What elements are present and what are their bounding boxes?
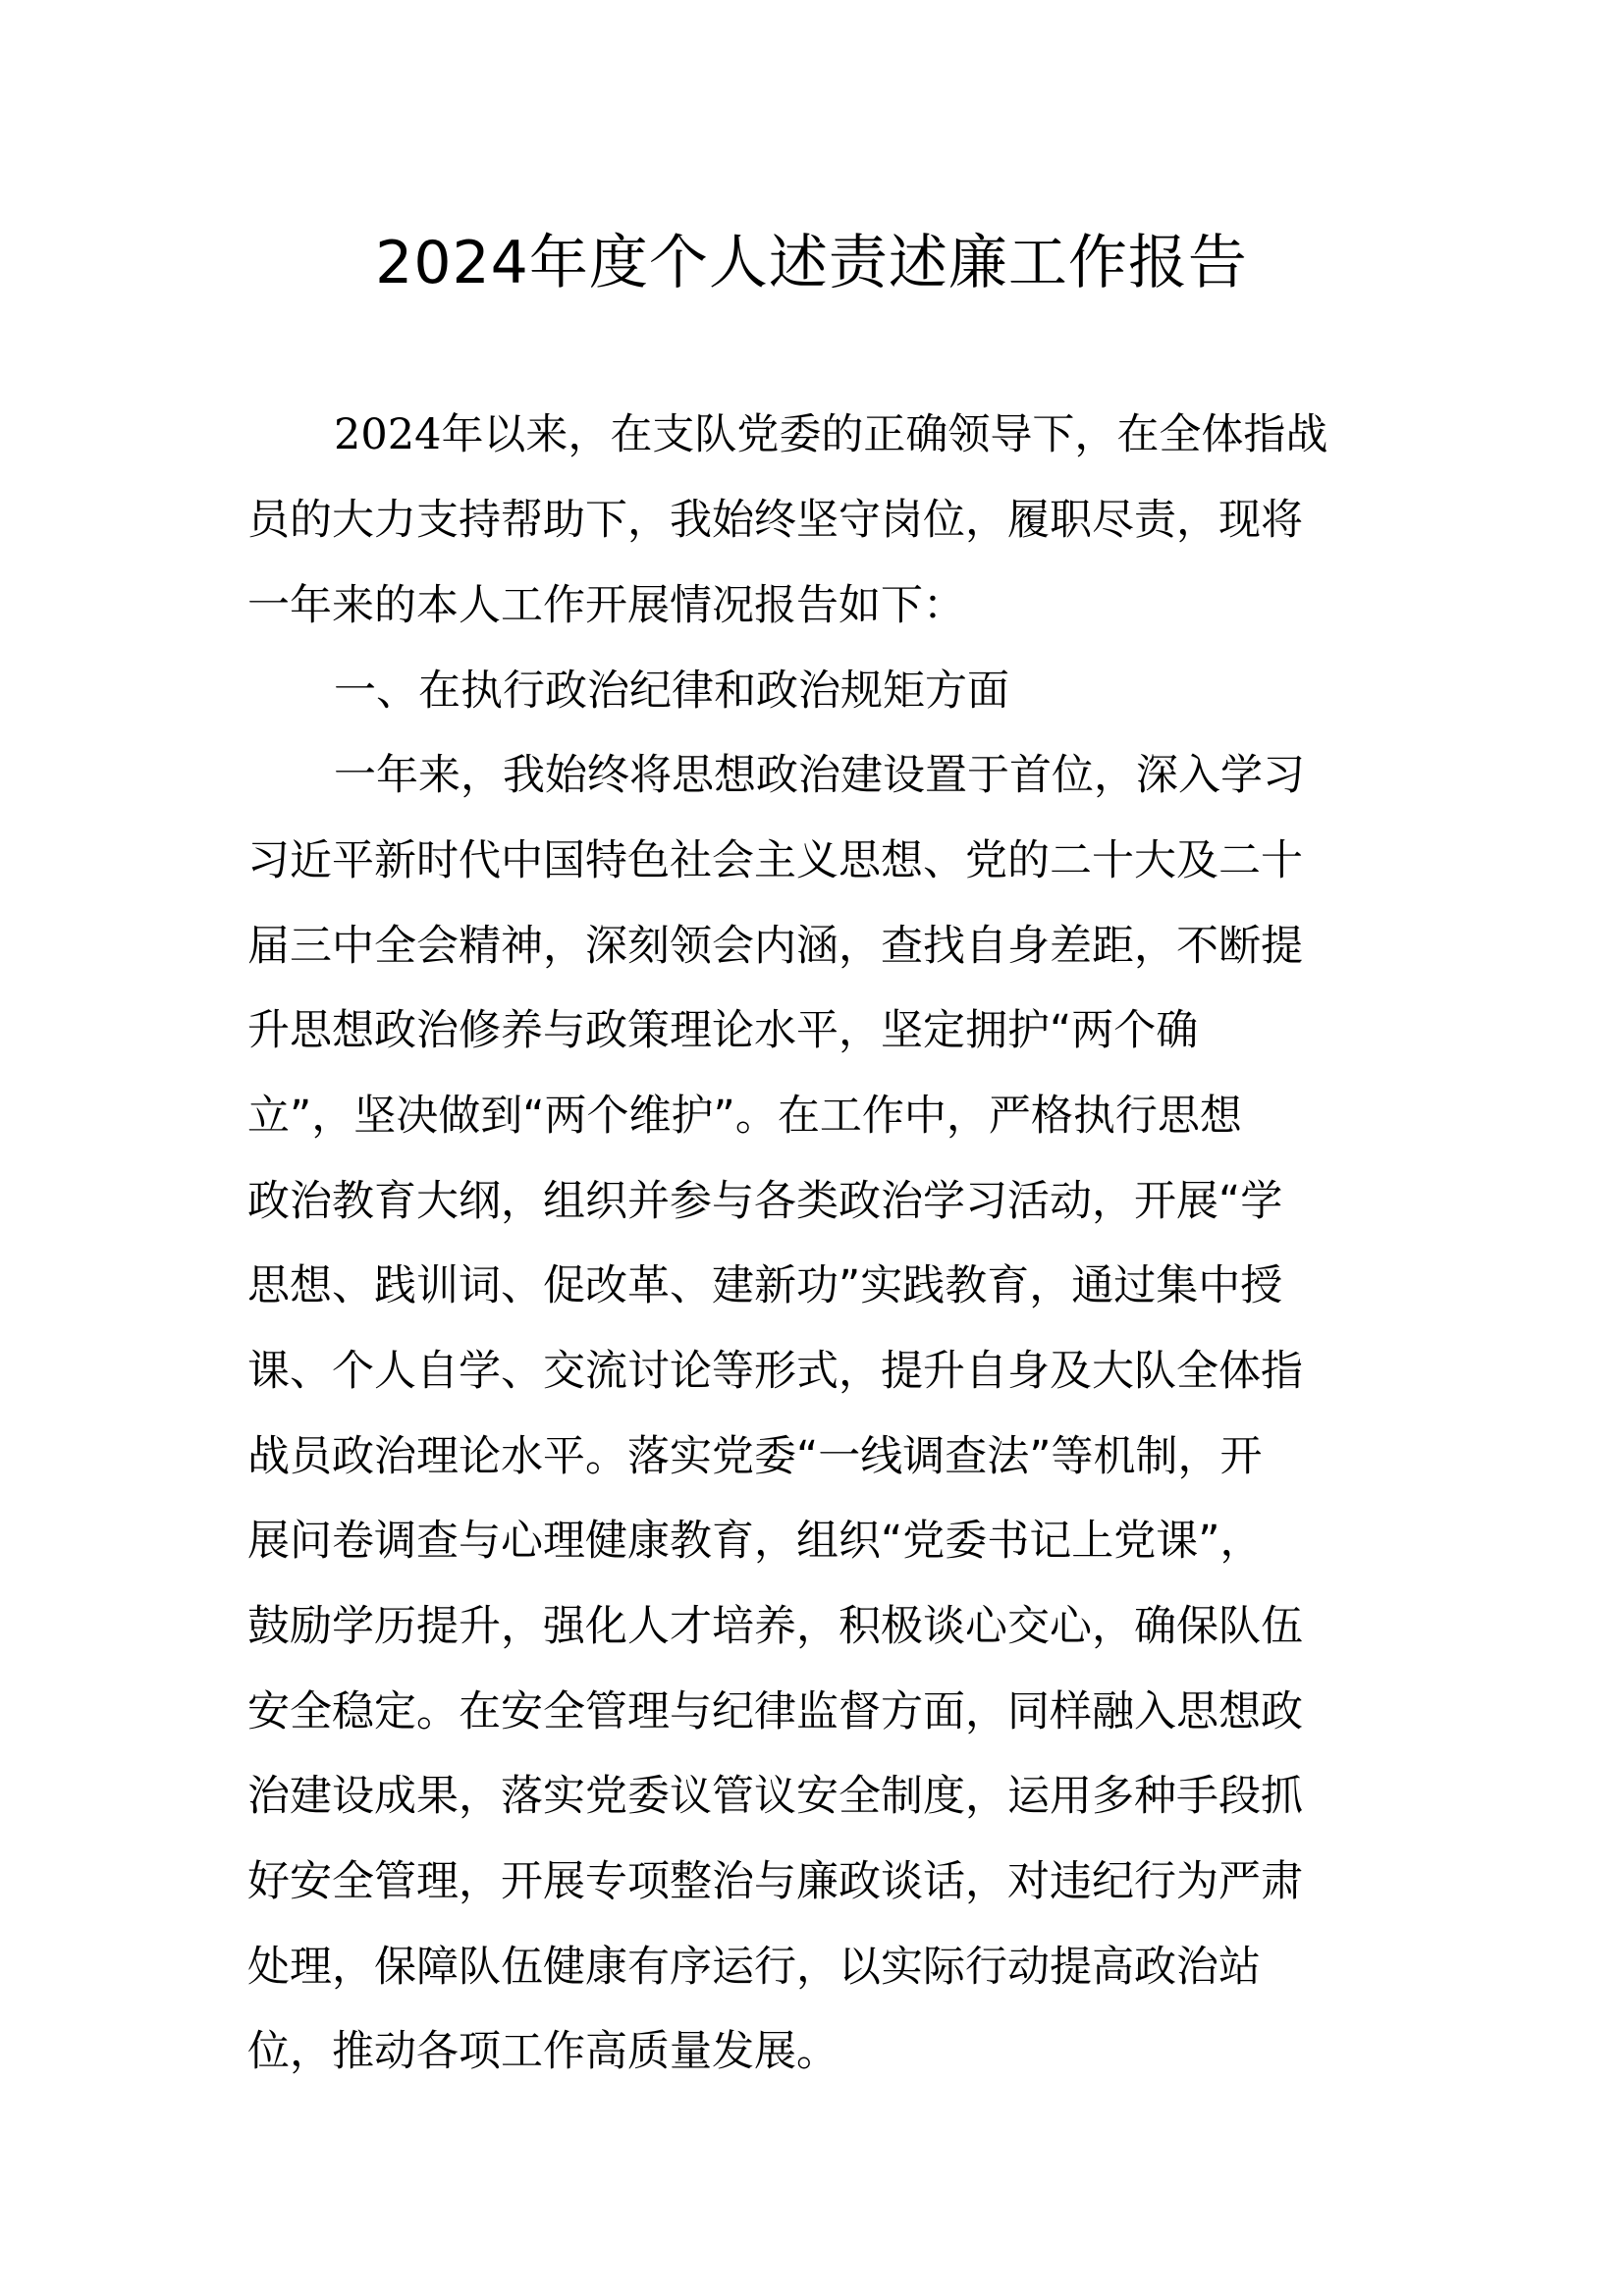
body-line: 届三中全会精神，深刻领会内涵，查找自身差距，不断提 <box>247 922 1303 971</box>
intro-line-2: 员的大力支持帮助下，我始终坚守岗位，履职尽责，现将 <box>247 496 1303 545</box>
body-line: 治建设成果，落实党委议管议安全制度，运用多种手段抓 <box>247 1772 1303 1821</box>
body-line: 位，推动各项工作高质量发展。 <box>247 2027 839 2076</box>
body-line: 处理，保障队伍健康有序运行，以实际行动提高政治站 <box>247 1943 1261 1992</box>
body-line: 习近平新时代中国特色社会主义思想、党的二十大及二十 <box>247 836 1303 885</box>
body-line: 好安全管理，开展专项整治与廉政谈话，对违纪行为严肃 <box>247 1857 1303 1906</box>
body-line: 战员政治理论水平。落实党委“一线调查法”等机制，开 <box>247 1432 1263 1481</box>
intro-line-1 <box>334 405 1327 464</box>
body-line: 课、个人自学、交流讨论等形式，提升自身及大队全体指 <box>247 1347 1303 1396</box>
intro-line-3: 一年来的本人工作开展情况报告如下： <box>247 581 965 630</box>
body-line: 一年来，我始终将思想政治建设置于首位，深入学习 <box>334 751 1305 800</box>
section-heading: 一、在执行政治纪律和政治规矩方面 <box>334 667 1009 716</box>
intro-year: 2024 <box>334 410 442 459</box>
body-line: 思想、践训词、促改革、建新功”实践教育，通过集中授 <box>247 1261 1283 1310</box>
body-line: 政治教育大纲，组织并参与各类政治学习活动，开展“学 <box>247 1177 1283 1226</box>
intro-line-1-text: 年以来，在支队党委的正确领导下，在全体指战 <box>441 410 1328 459</box>
body-line: 升思想政治修养与政策理论水平，坚定拥护“两个确 <box>247 1006 1199 1055</box>
body-line: 立”，坚决做到“两个维护”。在工作中，严格执行思想 <box>247 1092 1242 1141</box>
body-line: 展问卷调查与心理健康教育，组织“党委书记上党课”， <box>247 1517 1263 1566</box>
body-line: 安全稳定。在安全管理与纪律监督方面，同样融入思想政 <box>247 1687 1303 1736</box>
document-title: 2024年度个人述责述廉工作报告 <box>375 229 1248 297</box>
body-line: 鼓励学历提升，强化人才培养，积极谈心交心，确保队伍 <box>247 1602 1303 1651</box>
